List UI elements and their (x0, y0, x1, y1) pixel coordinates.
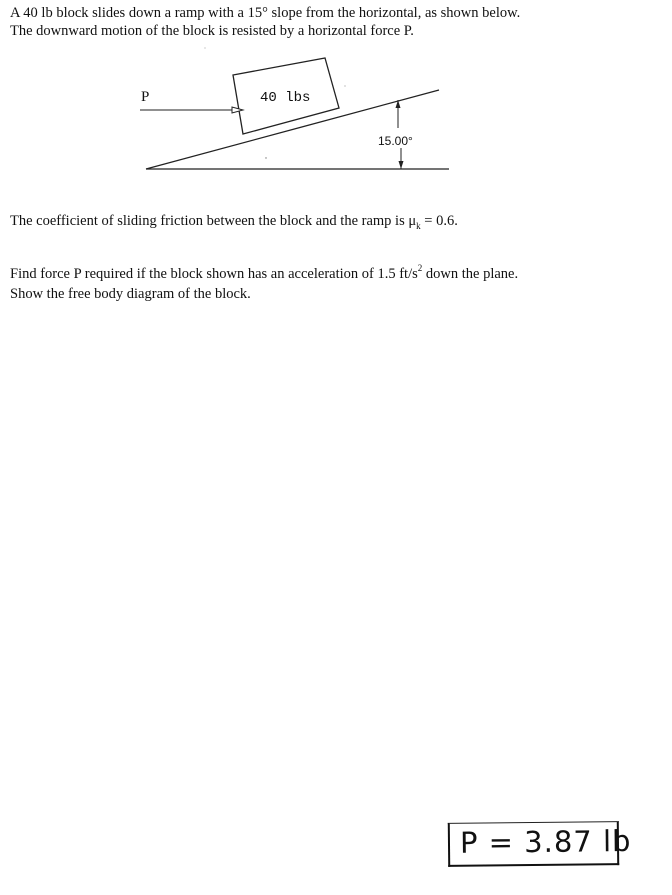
force-p-label: P (141, 89, 150, 105)
ramp-diagram (0, 0, 672, 200)
question-prefix: Find force P required if the block shown has an acceleration of 1.5 ft/s (10, 266, 418, 282)
question-line (10, 265, 518, 283)
scan-speck (204, 47, 205, 48)
angle-label: 15.00° (378, 134, 413, 148)
mu-subscript: k (416, 220, 421, 231)
block-weight-label: 40 lbs (260, 90, 311, 106)
friction-suffix: = 0.6. (420, 213, 458, 229)
handwritten-answer-box (448, 821, 632, 867)
question-suffix: down the plane. (422, 266, 519, 282)
handwritten-answer: P = 3.87 lb (459, 823, 632, 860)
problem-statement-line-1: A 40 lb block slides down a ramp with a 15° slope from the horizontal, as shown below. (10, 5, 521, 21)
free-body-instruction: Show the free body diagram of the block. (10, 286, 251, 302)
angle-dim-lower-arrowhead (399, 161, 404, 169)
friction-prefix: The coefficient of sliding friction between the block and the ramp is (10, 213, 409, 229)
question-exponent: 2 (417, 263, 423, 274)
mu-symbol: μ (408, 213, 417, 229)
scan-speck (265, 157, 266, 158)
friction-coefficient-line (10, 212, 458, 230)
scan-speck (344, 85, 345, 86)
problem-statement-line-2: The downward motion of the block is resisted by a horizontal force P. (10, 23, 414, 39)
